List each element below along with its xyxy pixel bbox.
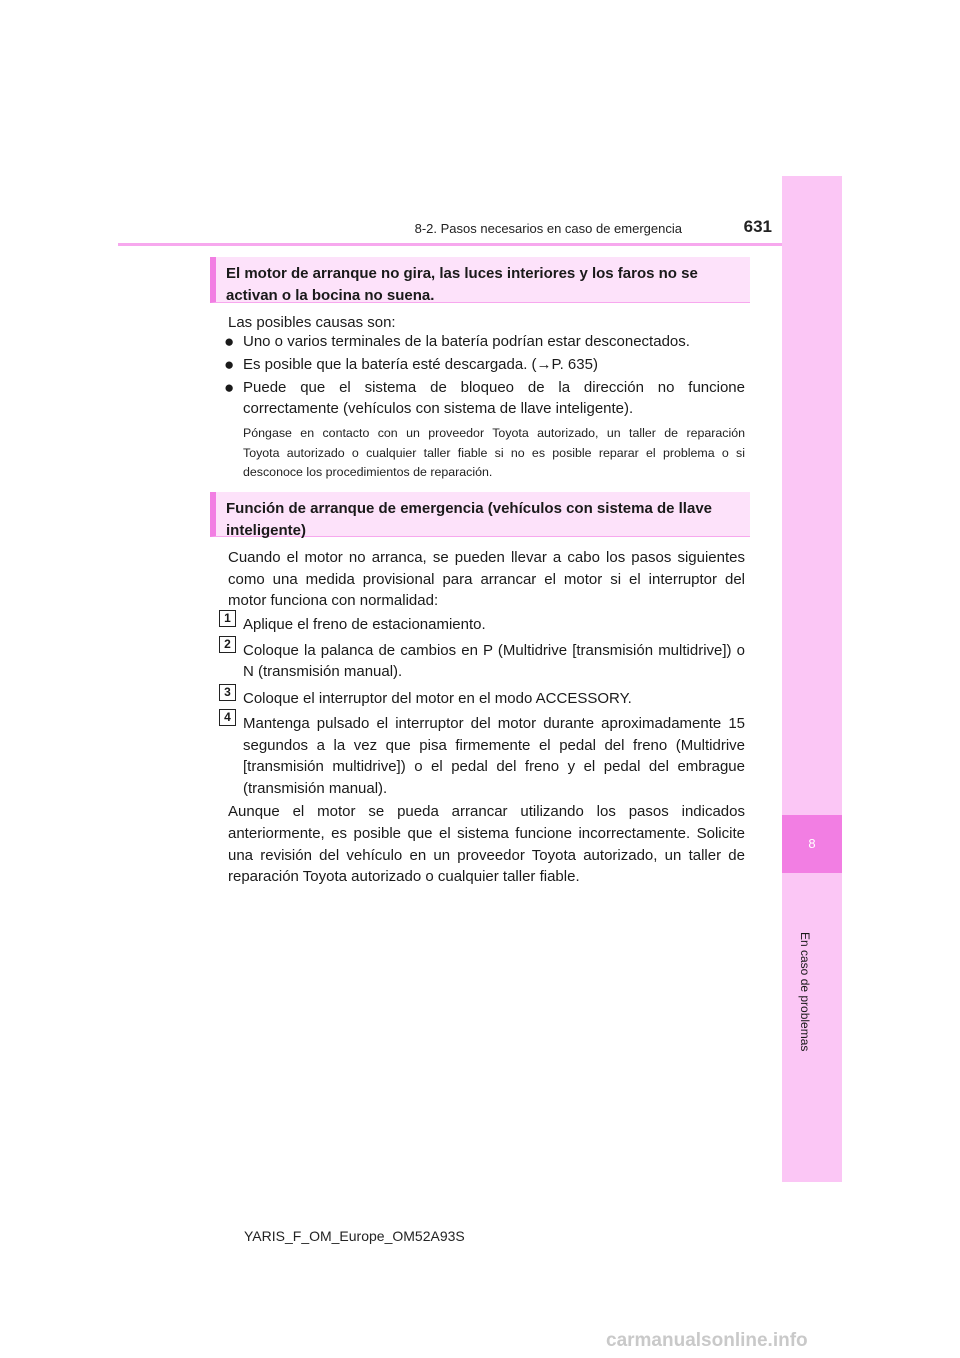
step-text: Coloque la palanca de cambios en P (Multidrive [transmisión multidrive]) o — [243, 642, 745, 659]
bullet-text: Uno o varios terminales de la batería podrían estar desconectados. — [243, 333, 690, 350]
note-line: desconoce los procedimientos de reparación. — [243, 465, 493, 479]
heading-line: Función de arranque de emergencia (vehículos con sistema de llave — [226, 500, 712, 517]
header-divider — [118, 243, 782, 246]
step-text: (transmisión manual). — [243, 780, 388, 797]
document-code: YARIS_F_OM_Europe_OM52A93S — [244, 1228, 465, 1244]
causes-intro: Las posibles causas son: — [228, 314, 396, 331]
step-number-box: 2 — [219, 636, 236, 653]
step-text: Coloque el interruptor del motor en el modo ACCESSORY. — [243, 690, 632, 707]
bullet-text: correctamente (vehículos con sistema de llave inteligente). — [243, 400, 634, 417]
step-text: Mantenga pulsado el interruptor del motor durante aproximadamente 15 — [243, 715, 745, 732]
note-line: Póngase en contacto con un proveedor Toyota autorizado, un taller de reparación — [243, 426, 745, 440]
note-line: Toyota autorizado o cualquier taller fiable si no es posible reparar el problema o si — [243, 446, 745, 460]
step-text: N (transmisión manual). — [243, 663, 403, 680]
heading-line: activan o la bocina no suena. — [226, 287, 435, 304]
bullet-icon: ● — [224, 355, 235, 374]
step-number-box: 1 — [219, 610, 236, 627]
page-number: 631 — [743, 217, 772, 236]
closing-line: Aunque el motor se pueda arrancar utilizando los pasos indicados — [228, 803, 745, 820]
intro-line: como una medida provisional para arrancar el motor si el interruptor del — [228, 571, 745, 588]
heading-line: inteligente) — [226, 522, 307, 539]
heading-line: El motor de arranque no gira, las luces interiores y los faros no se — [226, 265, 698, 282]
chapter-side-tab — [782, 176, 842, 1182]
step-number-box: 3 — [219, 684, 236, 701]
step-text: Aplique el freno de estacionamiento. — [243, 616, 486, 633]
section-title: 8-2. Pasos necesarios en caso de emergencia — [414, 221, 682, 236]
watermark: carmanualsonline.info — [606, 1330, 808, 1351]
step-text: [transmisión multidrive]) o el pedal del freno y el pedal del embrague — [243, 758, 745, 775]
bullet-text: Puede que el sistema de bloqueo de la dirección no funcione — [243, 379, 745, 396]
heading-box-starter — [210, 257, 750, 303]
intro-line: motor funciona con normalidad: — [228, 592, 439, 609]
bullet-text: Es posible que la batería esté descargada. (→P. 635) — [243, 356, 598, 373]
intro-line: Cuando el motor no arranca, se pueden llevar a cabo los pasos siguientes — [228, 549, 745, 566]
closing-line: reparación Toyota autorizado o cualquier taller fiable. — [228, 868, 580, 885]
heading-box-emergency-start — [210, 492, 750, 537]
chapter-number-tab: 8 — [782, 815, 842, 873]
bullet-icon: ● — [224, 332, 235, 351]
step-text: segundos a la vez que pisa firmemente el pedal del freno (Multidrive — [243, 737, 745, 754]
closing-line: una revisión del vehículo en un proveedor Toyota autorizado, un taller de — [228, 847, 745, 864]
closing-line: anteriormente, es posible que el sistema funcione incorrectamente. Solicite — [228, 825, 745, 842]
step-number-box: 4 — [219, 709, 236, 726]
chapter-title-text: En caso de problemas — [798, 932, 812, 1052]
bullet-icon: ● — [224, 378, 235, 397]
